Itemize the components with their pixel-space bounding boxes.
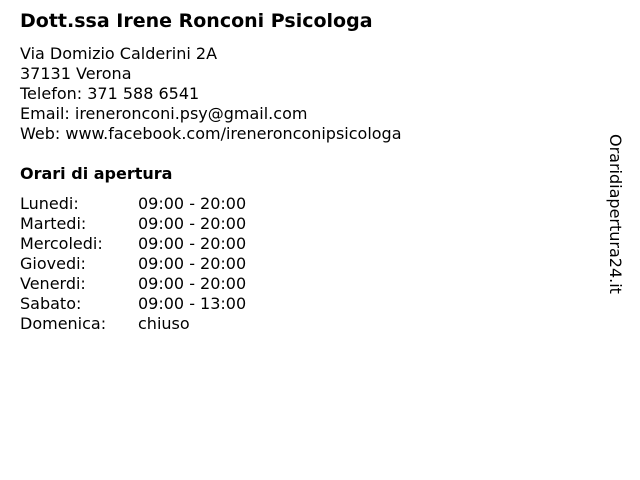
hours-row-saturday — [20, 294, 280, 314]
day-label: Giovedi: — [20, 254, 86, 273]
site-watermark: Oraridiapertura24.it — [606, 134, 625, 294]
time-range: 09:00 - 20:00 — [138, 254, 247, 273]
hours-row-tuesday — [20, 214, 280, 234]
time-range: 09:00 - 20:00 — [138, 274, 247, 293]
hours-row-thursday — [20, 254, 280, 274]
time-range: 09:00 - 13:00 — [138, 294, 247, 313]
time-range: 09:00 - 20:00 — [138, 214, 247, 233]
web-line: Web: www.facebook.com/ireneronconipsicologa — [20, 124, 402, 143]
business-name: Dott.ssa Irene Ronconi Psicologa — [20, 10, 373, 32]
time-range: chiuso — [138, 314, 190, 333]
day-label: Domenica: — [20, 314, 107, 333]
hours-row-wednesday — [20, 234, 280, 254]
email-line: Email: ireneronconi.psy@gmail.com — [20, 104, 308, 123]
address-line: Via Domizio Calderini 2A — [20, 44, 218, 63]
day-label: Martedi: — [20, 214, 87, 233]
time-range: 09:00 - 20:00 — [138, 234, 247, 253]
day-label: Sabato: — [20, 294, 82, 313]
hours-row-friday — [20, 274, 280, 294]
hours-row-monday — [20, 194, 280, 214]
day-label: Mercoledi: — [20, 234, 103, 253]
day-label: Lunedi: — [20, 194, 79, 213]
phone-line: Telefon: 371 588 6541 — [20, 84, 200, 103]
time-range: 09:00 - 20:00 — [138, 194, 247, 213]
opening-hours-heading: Orari di apertura — [20, 164, 173, 183]
day-label: Venerdi: — [20, 274, 86, 293]
hours-row-sunday — [20, 314, 280, 334]
opening-hours-table — [20, 194, 280, 334]
contact-info — [20, 44, 402, 144]
city-line: 37131 Verona — [20, 64, 132, 83]
